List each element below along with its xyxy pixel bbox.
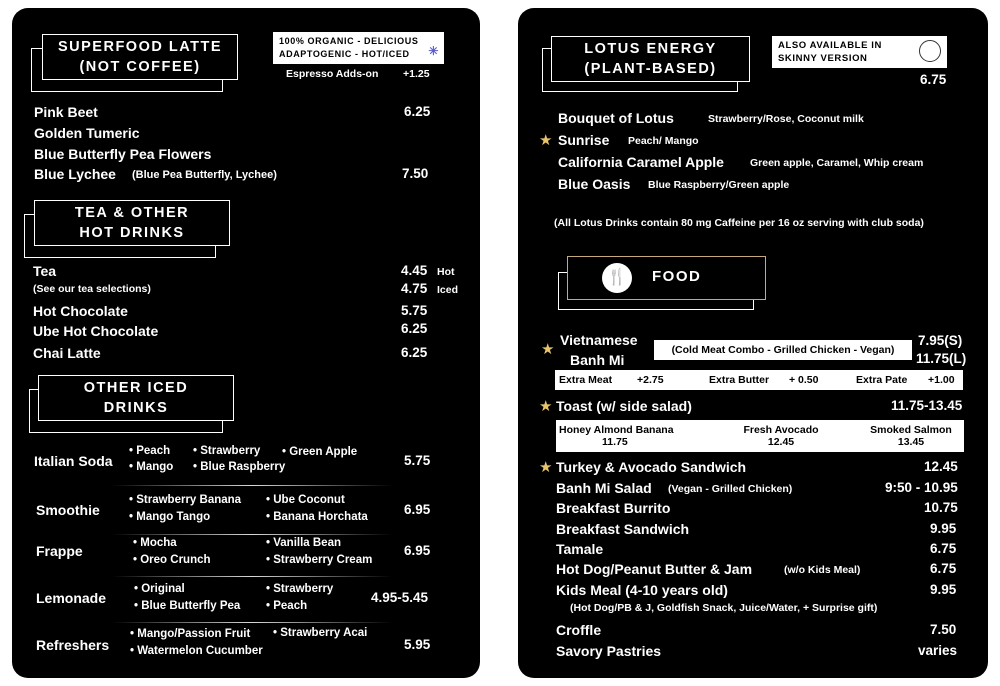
toast-option bbox=[559, 424, 699, 448]
menu-item-note: (Blue Pea Butterfly, Lychee) bbox=[132, 169, 277, 181]
flavor-option: • Watermelon Cucumber bbox=[130, 645, 263, 657]
extra-name: Extra Meat bbox=[559, 374, 613, 386]
extra-name: Extra Butter bbox=[709, 374, 770, 386]
star-icon: ★ bbox=[539, 459, 553, 476]
toast-option-name: Fresh Avocado bbox=[743, 424, 819, 436]
divider bbox=[112, 622, 392, 623]
toast-option-price: 12.45 bbox=[767, 436, 795, 448]
menu-item: Tea bbox=[33, 263, 57, 279]
toast-option bbox=[862, 424, 960, 448]
flavor-label: Strawberry bbox=[200, 445, 261, 457]
menu-item-note: Green apple, Caramel, Whip cream bbox=[750, 157, 924, 169]
menu-price: 6.25 bbox=[401, 321, 428, 336]
badge-line: SKINNY VERSION bbox=[778, 53, 868, 64]
flavor-label: Mocha bbox=[140, 537, 177, 549]
menu-item-note: (w/o Kids Meal) bbox=[784, 564, 861, 576]
flavor-option: • Oreo Crunch bbox=[133, 554, 211, 566]
divider bbox=[112, 534, 392, 535]
toast-option-name: Honey Almond Banana bbox=[559, 424, 674, 436]
flavor-label: Watermelon Cucumber bbox=[137, 645, 263, 657]
menu-price: 6.25 bbox=[404, 104, 431, 119]
menu-price: 12.45 bbox=[924, 459, 958, 474]
flavor-option: • Ube Coconut bbox=[266, 494, 345, 506]
menu-item-note: Blue Raspberry/Green apple bbox=[648, 179, 790, 191]
flavor-option: • Green Apple bbox=[282, 446, 358, 458]
flavor-label: Original bbox=[141, 583, 185, 595]
badge-line: ADAPTOGENIC - HOT/ICED bbox=[279, 49, 410, 59]
superfood-latte-header bbox=[42, 34, 238, 80]
menu-price: 4.95-5.45 bbox=[371, 590, 429, 605]
menu-item: Banh Mi bbox=[570, 352, 625, 368]
menu-price: 5.75 bbox=[404, 453, 431, 468]
flavor-label: Mango bbox=[136, 461, 174, 473]
flavor-label: Peach bbox=[136, 445, 171, 457]
menu-price: 10.75 bbox=[924, 500, 958, 515]
flavor-option: • Mango Tango bbox=[129, 511, 211, 523]
menu-item: Hot Chocolate bbox=[33, 303, 128, 319]
toast-option-price: 13.45 bbox=[897, 436, 925, 448]
extra-name: Extra Pate bbox=[856, 374, 908, 386]
menu-item: Smoothie bbox=[36, 502, 100, 518]
menu-price: 6.75 bbox=[930, 541, 957, 556]
menu-item-note: (See our tea selections) bbox=[33, 283, 151, 295]
header-line: LOTUS ENERGY bbox=[584, 41, 717, 57]
menu-price: 9:50 - 10.95 bbox=[885, 480, 958, 495]
menu-item: Croffle bbox=[556, 622, 602, 638]
menu-price: 6.25 bbox=[401, 345, 428, 360]
banh-mi-extras-box bbox=[555, 370, 963, 390]
flavor-label: Strawberry Acai bbox=[280, 627, 368, 639]
flavor-option: • Strawberry Cream bbox=[266, 554, 373, 566]
menu-price: 5.75 bbox=[401, 303, 428, 318]
kids-meal-note: (Hot Dog/PB & J, Goldfish Snack, Juice/Water, + Surprise gift) bbox=[570, 602, 878, 614]
menu-price: 5.95 bbox=[404, 637, 431, 652]
flavor-option: • Peach bbox=[266, 600, 308, 612]
menu-price: 4.75 bbox=[401, 281, 428, 296]
menu-price: 9.95 bbox=[930, 582, 957, 597]
menu-item-note: (Vegan - Grilled Chicken) bbox=[668, 483, 793, 495]
menu-item-note: Peach/ Mango bbox=[628, 135, 699, 147]
hot-label: Hot bbox=[437, 266, 455, 278]
sparkle-icon: ✳ bbox=[428, 44, 439, 58]
flavor-label: Banana Horchata bbox=[273, 511, 368, 523]
menu-item: Refreshers bbox=[36, 637, 110, 653]
header-line: DRINKS bbox=[103, 400, 169, 416]
lotus-energy-header bbox=[551, 36, 750, 82]
espresso-addon-price: +1.25 bbox=[403, 68, 430, 80]
header-line: (NOT COFFEE) bbox=[79, 59, 201, 75]
menu-item: Golden Tumeric bbox=[34, 125, 140, 141]
flavor-label: Blue Butterfly Pea bbox=[141, 600, 241, 612]
menu-item: Savory Pastries bbox=[556, 643, 662, 659]
menu-item: Ube Hot Chocolate bbox=[33, 323, 159, 339]
flavor-label: Strawberry Cream bbox=[273, 554, 373, 566]
flavor-label: Vanilla Bean bbox=[273, 537, 341, 549]
menu-item: Chai Latte bbox=[33, 345, 101, 361]
flavor-option: • Strawberry bbox=[193, 445, 261, 457]
menu-item: Bouquet of Lotus bbox=[558, 110, 674, 126]
menu-item: Blue Lychee bbox=[34, 166, 116, 182]
menu-price: 9.95 bbox=[930, 521, 957, 536]
menu-item: Banh Mi Salad bbox=[556, 480, 652, 496]
menu-item: Vietnamese bbox=[560, 332, 638, 348]
flavor-option: • Blue Raspberry bbox=[193, 461, 286, 473]
fork-knife-icon: 🍴 bbox=[602, 263, 632, 293]
extra-price: +1.00 bbox=[928, 374, 955, 386]
menu-price: varies bbox=[918, 643, 958, 658]
menu-price: 6.95 bbox=[404, 502, 431, 517]
flavor-option: • Vanilla Bean bbox=[266, 537, 341, 549]
banh-mi-combo-box bbox=[654, 340, 912, 360]
food-title: FOOD bbox=[652, 268, 702, 285]
menu-price: 11.75(L) bbox=[916, 351, 967, 366]
menu-item: California Caramel Apple bbox=[558, 154, 724, 170]
menu-item: Breakfast Burrito bbox=[556, 500, 671, 516]
header-line: SUPERFOOD LATTE bbox=[57, 39, 222, 55]
flavor-label: Green Apple bbox=[289, 446, 358, 458]
menu-price: 7.95(S) bbox=[918, 333, 963, 348]
caffeine-footnote: (All Lotus Drinks contain 80 mg Caffeine per 16 oz serving with club soda) bbox=[554, 217, 924, 229]
flavor-option: • Mango bbox=[129, 461, 174, 473]
star-icon: ★ bbox=[539, 398, 553, 415]
extra-price: +2.75 bbox=[637, 374, 664, 386]
flavor-option: • Mocha bbox=[133, 537, 177, 549]
flavor-label: Mango/Passion Fruit bbox=[137, 628, 251, 640]
skinny-version-badge bbox=[772, 36, 947, 68]
flavor-option: • Mango/Passion Fruit bbox=[130, 628, 251, 640]
flavor-option: • Banana Horchata bbox=[266, 511, 368, 523]
menu-item: Kids Meal (4-10 years old) bbox=[556, 582, 728, 598]
menu-item: Italian Soda bbox=[34, 453, 113, 469]
menu-item: Tamale bbox=[556, 541, 604, 557]
menu-price: 7.50 bbox=[930, 622, 957, 637]
menu-item: Frappe bbox=[36, 543, 83, 559]
lotus-logo-icon bbox=[919, 40, 941, 62]
organic-badge bbox=[273, 32, 444, 64]
menu-item: Blue Oasis bbox=[558, 176, 631, 192]
flavor-label: Peach bbox=[273, 600, 308, 612]
divider bbox=[112, 485, 392, 486]
menu-price: 6.95 bbox=[404, 543, 431, 558]
menu-item: Toast (w/ side salad) bbox=[556, 398, 692, 414]
star-icon: ★ bbox=[539, 132, 553, 149]
toast-options-box bbox=[556, 420, 964, 452]
menu-price: 6.75 bbox=[930, 561, 957, 576]
flavor-option: • Strawberry Acai bbox=[273, 627, 368, 639]
other-iced-drinks-header bbox=[38, 375, 234, 421]
badge-line: 100% ORGANIC - DELICIOUS bbox=[279, 36, 419, 46]
menu-price: 4.45 bbox=[401, 263, 428, 278]
menu-item: Breakfast Sandwich bbox=[556, 521, 690, 537]
header-line: (PLANT-BASED) bbox=[584, 61, 717, 77]
toast-option-price: 11.75 bbox=[602, 436, 628, 448]
combo-label: (Cold Meat Combo - Grilled Chicken - Vegan) bbox=[671, 344, 895, 356]
badge-line: ALSO AVAILABLE IN bbox=[778, 40, 882, 51]
menu-item: Hot Dog/Peanut Butter & Jam bbox=[556, 561, 753, 577]
food-header bbox=[567, 256, 766, 300]
menu-price: 11.75-13.45 bbox=[891, 398, 963, 413]
flavor-label: Ube Coconut bbox=[273, 494, 345, 506]
flavor-option: • Blue Butterfly Pea bbox=[134, 600, 241, 612]
menu-item: Lemonade bbox=[36, 590, 107, 606]
flavor-option: • Peach bbox=[129, 445, 171, 457]
flavor-label: Oreo Crunch bbox=[140, 554, 211, 566]
flavor-label: Strawberry bbox=[273, 583, 334, 595]
toast-option bbox=[736, 424, 826, 448]
flavor-label: Strawberry Banana bbox=[136, 494, 242, 506]
flavor-option: • Original bbox=[134, 583, 185, 595]
lotus-price: 6.75 bbox=[920, 72, 947, 87]
espresso-addon-label: Espresso Adds-on bbox=[286, 68, 379, 80]
tea-header bbox=[34, 200, 230, 246]
menu-item: Sunrise bbox=[558, 132, 610, 148]
extra-price: + 0.50 bbox=[789, 374, 819, 386]
right-menu-board bbox=[518, 8, 988, 678]
flavor-option: • Strawberry bbox=[266, 583, 334, 595]
flavor-option: • Strawberry Banana bbox=[129, 494, 242, 506]
iced-label: Iced bbox=[437, 284, 459, 296]
toast-option-name: Smoked Salmon bbox=[870, 424, 952, 436]
divider bbox=[112, 576, 392, 577]
menu-item: Turkey & Avocado Sandwich bbox=[556, 459, 747, 475]
menu-item: Pink Beet bbox=[34, 104, 98, 120]
header-line: OTHER ICED bbox=[83, 380, 189, 396]
menu-item-note: Strawberry/Rose, Coconut milk bbox=[708, 113, 864, 125]
menu-item: Blue Butterfly Pea Flowers bbox=[34, 146, 212, 162]
left-menu-board bbox=[12, 8, 480, 678]
star-icon: ★ bbox=[541, 341, 555, 358]
header-line: TEA & OTHER bbox=[74, 205, 190, 221]
flavor-label: Blue Raspberry bbox=[200, 461, 286, 473]
flavor-label: Mango Tango bbox=[136, 511, 211, 523]
menu-price: 7.50 bbox=[402, 166, 429, 181]
header-line: HOT DRINKS bbox=[79, 225, 185, 241]
